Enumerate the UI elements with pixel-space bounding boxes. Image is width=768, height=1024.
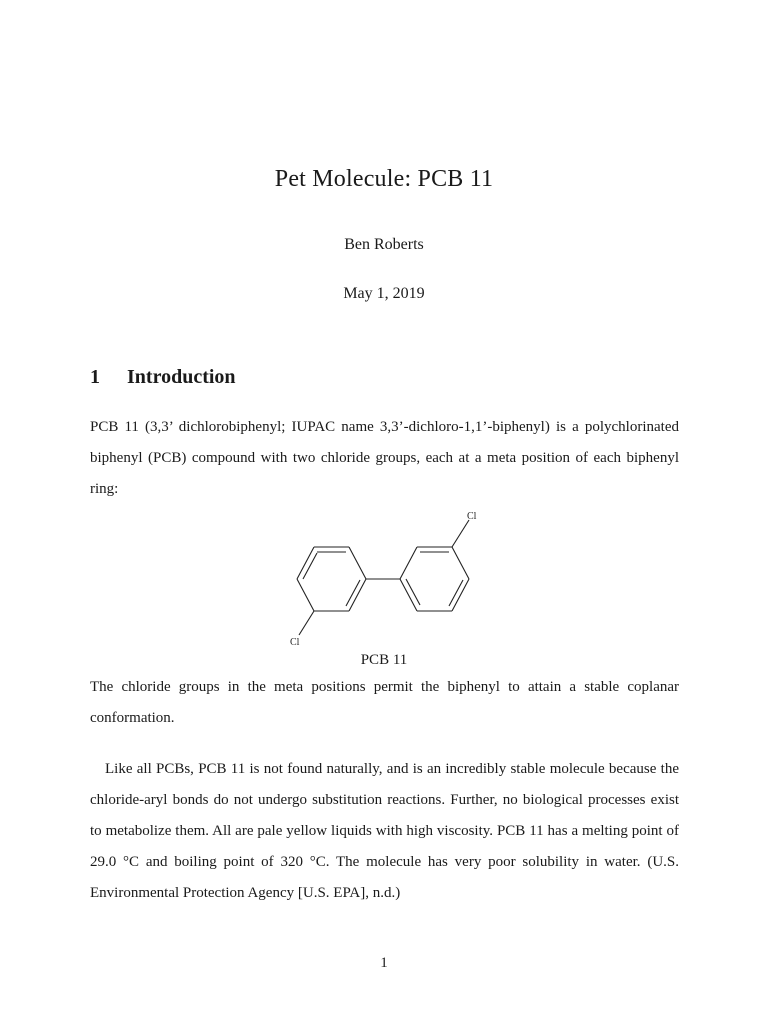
- top-chlorine-bond: [452, 520, 469, 547]
- figure-caption: PCB 11: [360, 652, 408, 668]
- paragraph-intro: PCB 11 (3,3’ dichlorobiphenyl; IUPAC name 3,3’-dichloro-1,1’-biphenyl) is a polychlorinated biphenyl (PCB) compound with two chloride groups, each at a meta position of each biphenyl ring:: [90, 419, 679, 497]
- top-chlorine-label: Cl: [467, 511, 477, 522]
- document-author: Ben Roberts: [344, 236, 424, 253]
- section-heading: [90, 366, 236, 389]
- document-date: May 1, 2019: [343, 285, 425, 302]
- paragraph-conformation: The chloride groups in the meta positions permit the biphenyl to attain a stable coplanar conformation.: [90, 679, 679, 726]
- page-number: 1: [380, 955, 388, 971]
- document-title: Pet Molecule: PCB 11: [274, 166, 494, 192]
- section-title: Introduction: [127, 366, 236, 388]
- section-number: 1: [90, 366, 100, 388]
- paragraph-properties: Like all PCBs, PCB 11 is not found naturally, and is an incredibly stable molecule because the chloride-aryl bonds do not undergo substitution reactions. Further, no biological processes exist to metabolize them. All are pale yellow liquids with high viscosity. PCB 11 has a melting point of 29.0 °C and boiling point of 320 °C. The molecule has very poor solubility in water. (U.S. Environmental Protection Agency [U.S. EPA], n.d.): [90, 761, 679, 901]
- bottom-chlorine-label: Cl: [290, 637, 300, 648]
- left-benzene-ring: [297, 547, 366, 611]
- right-benzene-ring: [400, 547, 469, 611]
- pcb11-structure-diagram: [270, 505, 500, 650]
- bottom-chlorine-bond: [299, 611, 314, 635]
